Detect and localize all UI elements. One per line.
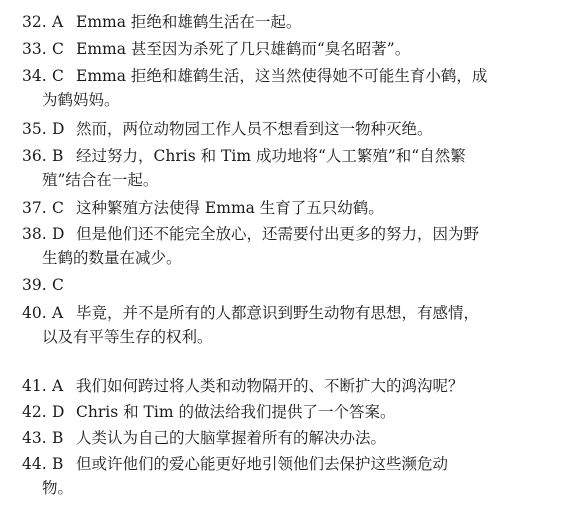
answer-item-36 (22, 144, 542, 192)
item-text: 这种繁殖方法使得 Emma 生育了五只幼鹤。 (76, 199, 384, 217)
item-text-continued: 生鹤的数量在减少。 (42, 249, 182, 267)
item-number: 35. (22, 120, 47, 138)
item-text-continued: 以及有平等生存的权利。 (42, 328, 213, 346)
item-answer: A (52, 304, 64, 322)
answer-item-44 (22, 452, 542, 500)
item-number: 44. (22, 455, 47, 473)
item-text: Emma 拒绝和雄鹤生活，这当然使得她不可能生育小鹤，成 (76, 67, 488, 85)
item-number: 32. (22, 13, 47, 31)
item-answer: C (52, 67, 64, 85)
item-text: 我们如何跨过将人类和动物隔开的、不断扩大的鸿沟呢？ (76, 377, 464, 395)
answer-item-33 (22, 37, 542, 61)
item-number: 38. (22, 225, 47, 243)
item-text: 但或许他们的爱心能更好地引领他们去保护这些濒危动 (76, 455, 449, 473)
item-text: Emma 拒绝和雄鹤生活在一起。 (76, 13, 302, 31)
item-answer: D (52, 403, 65, 421)
answer-item-41 (22, 374, 542, 398)
item-number: 36. (22, 147, 47, 165)
item-text: 经过努力，Chris 和 Tim 成功地将“人工繁殖”和“自然繁 (76, 147, 466, 165)
item-answer: B (52, 455, 64, 473)
item-answer: C (52, 40, 64, 58)
item-text-continued: 殖”结合在一起。 (42, 171, 159, 189)
item-text: 然而，两位动物园工作人员不想看到这一物种灭绝。 (76, 120, 433, 138)
item-answer: B (52, 429, 64, 447)
item-number: 39. (22, 276, 47, 294)
answer-item-39 (22, 273, 542, 297)
item-text-continued: 物。 (42, 479, 74, 497)
item-answer: A (52, 13, 64, 31)
item-answer: B (52, 147, 64, 165)
answer-item-38 (22, 222, 542, 270)
item-answer: D (52, 225, 65, 243)
item-answer: D (52, 120, 65, 138)
item-answer: C (52, 199, 64, 217)
item-answer: A (52, 377, 64, 395)
item-text: Emma 甚至因为杀死了几只雄鹤而“臭名昭著”。 (76, 40, 411, 58)
answer-item-32 (22, 10, 542, 34)
item-number: 40. (22, 304, 47, 322)
answer-item-42 (22, 400, 542, 424)
item-number: 42. (22, 403, 47, 421)
item-number: 34. (22, 67, 47, 85)
item-text: 但是他们还不能完全放心，还需要付出更多的努力，因为野 (76, 225, 480, 243)
answer-item-43 (22, 426, 542, 450)
answer-item-35 (22, 117, 542, 141)
item-text: Chris 和 Tim 的做法给我们提供了一个答案。 (76, 403, 396, 421)
item-number: 43. (22, 429, 47, 447)
answer-item-40 (22, 301, 542, 349)
item-answer: C (52, 276, 64, 294)
item-text: 人类认为自己的大脑掌握着所有的解决办法。 (76, 429, 387, 447)
item-text: 毕竟，并不是所有的人都意识到野生动物有思想，有感情， (76, 304, 480, 322)
answer-item-37 (22, 196, 542, 220)
answer-item-34 (22, 64, 542, 112)
item-number: 41. (22, 377, 47, 395)
item-number: 37. (22, 199, 47, 217)
item-number: 33. (22, 40, 47, 58)
item-text-continued: 为鹤妈妈。 (42, 91, 120, 109)
